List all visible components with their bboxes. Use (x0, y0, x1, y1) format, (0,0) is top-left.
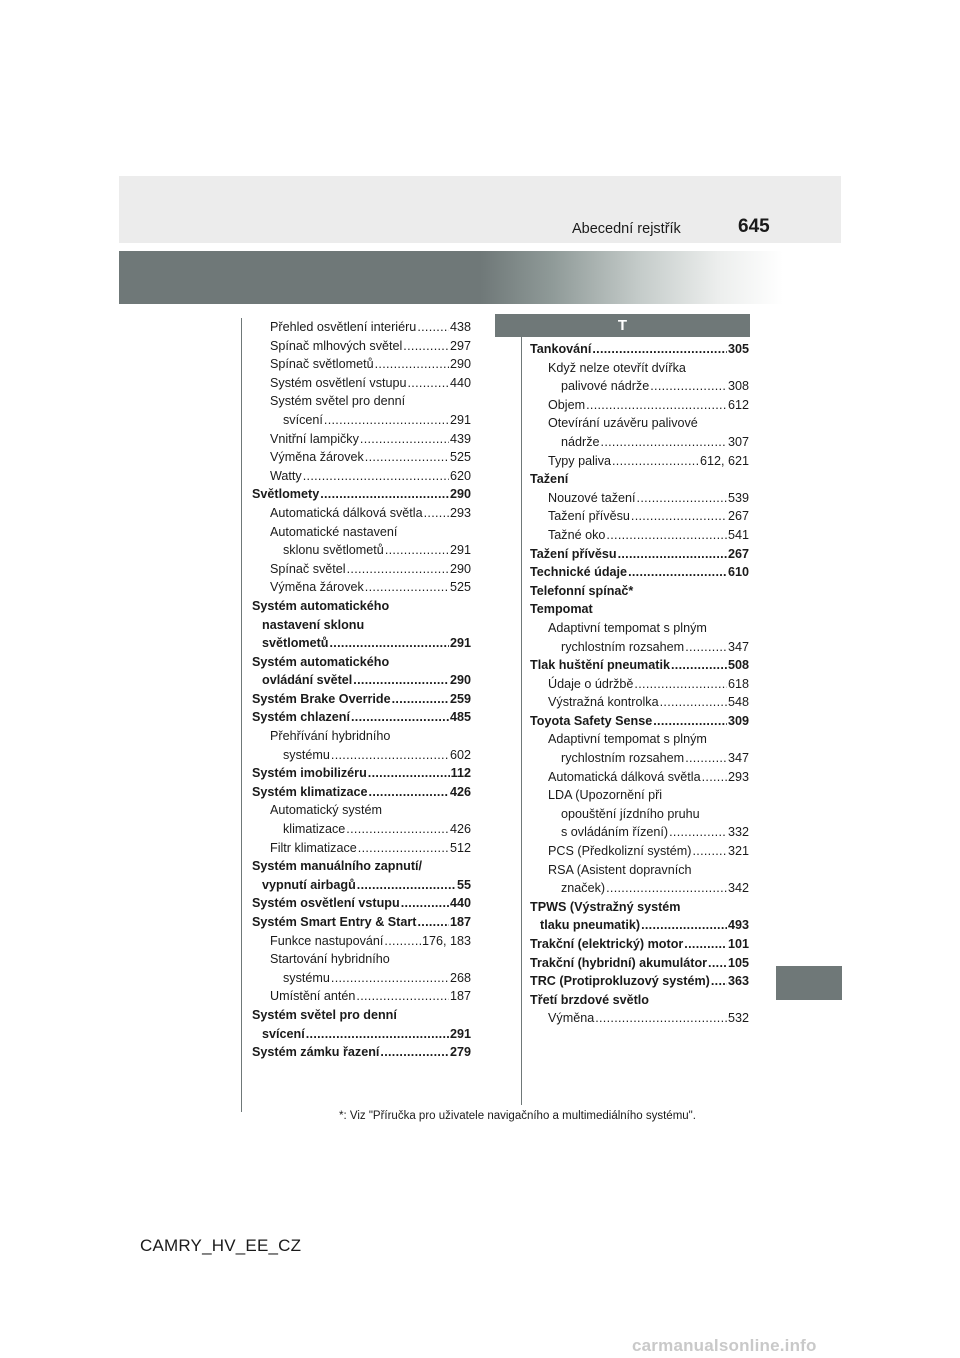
dot-leader (601, 433, 727, 452)
index-entry (252, 950, 471, 969)
index-entry (252, 969, 471, 988)
index-entry-term: Objem (548, 397, 586, 412)
index-entry (252, 392, 471, 411)
index-entry-page[interactable]: 440 (449, 375, 471, 390)
index-entry (530, 954, 749, 973)
index-entry (530, 842, 749, 861)
index-entry-term: Systém světel pro denní (270, 394, 406, 409)
dot-leader (385, 541, 449, 560)
index-entry-page[interactable]: 290 (449, 673, 471, 688)
index-entry-term: rychlostním rozsahem (561, 751, 685, 766)
index-entry-term: Výměna žárovek (270, 580, 364, 595)
dot-leader (384, 932, 421, 951)
index-entry-term: ovládání světel (262, 673, 353, 688)
dot-leader (702, 768, 727, 787)
index-entry-page[interactable]: 512 (449, 840, 471, 855)
index-entry-page[interactable]: 620 (449, 468, 471, 483)
dot-leader (380, 1043, 449, 1062)
index-entry (530, 507, 749, 526)
dot-leader (595, 1009, 727, 1028)
index-entry (252, 1006, 471, 1025)
index-entry-page[interactable]: 525 (449, 580, 471, 595)
index-entry-page[interactable]: 291 (449, 636, 471, 651)
index-entry-term: nastavení sklonu (262, 617, 365, 632)
index-entry-term: Světlomety (252, 487, 320, 502)
index-entry-page[interactable]: 297 (449, 338, 471, 353)
dot-leader (346, 820, 449, 839)
dot-leader (365, 448, 449, 467)
index-entry (252, 318, 471, 337)
index-entry (252, 597, 471, 616)
index-entry (252, 820, 471, 839)
index-entry-term: Tažení přívěsu (548, 509, 630, 524)
dot-leader (369, 783, 449, 802)
dot-leader (637, 489, 727, 508)
index-entry (530, 749, 749, 768)
index-entry (252, 448, 471, 467)
dot-leader (408, 374, 449, 393)
dot-leader (631, 507, 727, 526)
index-entry-term: tlaku pneumatik) (540, 918, 641, 933)
index-entry (530, 675, 749, 694)
footnote: *: Viz "Příručka pro uživatele navigačního a multimediálního systému". (339, 1110, 696, 1122)
index-entry-page[interactable]: 105 (727, 955, 749, 970)
left-column-rule (241, 318, 242, 1112)
index-entry-page[interactable]: 293 (727, 769, 749, 784)
index-entry-page[interactable]: 426 (449, 822, 471, 837)
index-entry-term: klimatizace (283, 822, 346, 837)
index-entry-page[interactable]: 321 (727, 844, 749, 859)
index-entry (530, 377, 749, 396)
index-entry-page[interactable]: 308 (727, 379, 749, 394)
index-entry-term: Výměna žárovek (270, 450, 364, 465)
index-entry-term: Adaptivní tempomat s plným (548, 732, 707, 747)
index-entry-term: Automatické nastavení (270, 524, 398, 539)
index-entry (252, 634, 471, 653)
index-entry (530, 619, 749, 638)
index-entry-term: Systém Smart Entry & Start (252, 915, 417, 929)
document-code: CAMRY_HV_EE_CZ (140, 1236, 302, 1255)
index-entry-page[interactable]: 267 (727, 546, 749, 561)
index-entry-term: Údaje o údržbě (548, 676, 634, 691)
index-entry (530, 414, 749, 433)
index-entry-term: vypnutí airbagů (262, 877, 356, 892)
dot-leader (634, 675, 727, 694)
dot-leader (303, 467, 449, 486)
middle-column-rule (521, 318, 522, 1105)
dot-leader (368, 764, 450, 783)
index-entry (252, 708, 471, 727)
index-entry-term: Automatický systém (270, 803, 382, 818)
dot-leader (628, 563, 727, 582)
index-entry (252, 337, 471, 356)
dot-leader (356, 987, 449, 1006)
index-entry (530, 879, 749, 898)
index-entry-page[interactable]: 268 (449, 970, 471, 985)
index-entry-page[interactable]: 259 (449, 691, 471, 706)
index-entry-page[interactable]: 290 (449, 357, 471, 372)
index-entry (252, 541, 471, 560)
index-entry-term: Startování hybridního (270, 952, 390, 967)
dot-leader (708, 954, 727, 973)
header-gradient-band (119, 251, 841, 304)
dot-leader (669, 823, 727, 842)
dot-leader (618, 545, 727, 564)
index-entry (252, 485, 471, 504)
index-thumb-tab[interactable] (776, 966, 842, 1000)
index-entry (530, 805, 749, 824)
index-entry-term: Tempomat (530, 602, 593, 617)
index-entry (252, 783, 471, 802)
index-entry (530, 1009, 749, 1028)
index-entry (252, 616, 471, 635)
index-entry-term: Watty (270, 468, 302, 483)
index-entry-term: Přehřívání hybridního (270, 729, 391, 744)
index-entry-term: nádrže (561, 434, 600, 449)
index-entry (252, 857, 471, 876)
index-entry-term: Systém chlazení (252, 710, 350, 725)
dot-leader (660, 693, 727, 712)
index-entry-page[interactable]: 508 (727, 658, 749, 673)
dot-leader (606, 879, 727, 898)
index-entry-term: Systém osvětlení vstupu (270, 375, 407, 390)
page-number: 645 (738, 216, 770, 237)
index-entry-term: Typy paliva (548, 453, 611, 468)
index-entry-page[interactable]: 363 (727, 974, 749, 989)
index-entry-term: Technické údaje (530, 565, 628, 580)
index-entry-page[interactable]: 293 (449, 505, 471, 520)
index-entry (530, 935, 749, 954)
dot-leader (650, 377, 727, 396)
dot-leader (331, 746, 449, 765)
index-column-right (530, 340, 749, 1028)
header-bar (119, 176, 841, 243)
index-entry-term: Trakční (elektrický) motor (530, 937, 684, 951)
index-entry-term: Automatická dálková světla (270, 505, 423, 520)
index-entry-term: Funkce nastupování (270, 933, 384, 948)
index-entry (530, 786, 749, 805)
index-entry (530, 433, 749, 452)
dot-leader (353, 671, 449, 690)
index-entry (252, 987, 471, 1006)
index-entry-page[interactable]: 101 (727, 937, 749, 951)
index-entry (252, 523, 471, 542)
index-entry (530, 991, 749, 1010)
index-entry-page[interactable]: 332 (727, 825, 749, 840)
index-entry-term: svícení (283, 412, 323, 427)
index-entry-page[interactable]: 176, 183 (421, 933, 471, 948)
index-entry-term: rychlostním rozsahem (561, 639, 685, 654)
index-entry-term: Třetí brzdové světlo (530, 992, 649, 1007)
index-entry-term: Výstražná kontrolka (548, 695, 659, 710)
index-entry-term: sklonu světlometů (283, 543, 384, 558)
index-entry (530, 972, 749, 991)
index-entry-page[interactable]: 291 (449, 412, 471, 427)
index-entry-page[interactable]: 309 (727, 713, 749, 728)
index-entry-page[interactable]: 493 (727, 918, 749, 933)
index-entry (530, 545, 749, 564)
dot-leader (424, 504, 449, 523)
index-entry-page[interactable]: 279 (449, 1045, 471, 1060)
index-entry-term: Trakční (hybridní) akumulátor (530, 955, 708, 970)
dot-leader (711, 972, 727, 991)
index-entry (252, 801, 471, 820)
index-entry (252, 374, 471, 393)
index-entry-term: Systém imobilizéru (252, 766, 367, 781)
dot-leader (306, 1025, 449, 1044)
index-entry (530, 359, 749, 378)
index-entry (530, 768, 749, 787)
index-entry (530, 396, 749, 415)
index-entry-page[interactable]: 610 (727, 565, 749, 580)
index-entry (530, 916, 749, 935)
index-entry-term: TRC (Protiprokluzový systém) (530, 974, 710, 989)
index-entry (530, 693, 749, 712)
dot-leader (331, 969, 449, 988)
index-entry (252, 746, 471, 765)
index-entry-term: Umístění antén (270, 989, 356, 1004)
index-entry (252, 411, 471, 430)
index-entry-term: značek) (561, 881, 606, 896)
index-entry-page[interactable]: 440 (449, 896, 471, 911)
index-entry (252, 504, 471, 523)
index-entry-term: Přehled osvětlení interiéru (270, 320, 417, 334)
index-entry (530, 582, 749, 601)
index-entry-term: Systém zámku řazení (252, 1045, 380, 1060)
index-entry (530, 730, 749, 749)
index-entry-term: Adaptivní tempomat s plným (548, 620, 707, 635)
index-entry (252, 355, 471, 374)
dot-leader (401, 894, 449, 913)
index-entry-term: Systém Brake Override (252, 691, 391, 706)
index-entry-term: Tlak huštění pneumatik (530, 658, 670, 673)
index-entry (252, 839, 471, 858)
watermark: carmanualsonline.info (632, 1336, 817, 1355)
letter-heading: T (495, 314, 750, 337)
index-entry-term: Systém automatického (252, 654, 390, 669)
index-entry (530, 563, 749, 582)
dot-leader (375, 355, 449, 374)
index-entry-term: Filtr klimatizace (270, 840, 357, 855)
index-entry-term: s ovládáním řízení) (561, 825, 669, 840)
index-entry-term: Výměna (548, 1011, 595, 1026)
index-entry-term: Systém automatického (252, 598, 390, 613)
index-entry (530, 470, 749, 489)
index-entry-term: Systém klimatizace (252, 784, 368, 799)
index-entry-page[interactable]: 541 (727, 527, 749, 542)
index-entry-term: Systém manuálního zapnutí/ (252, 859, 423, 874)
index-entry (530, 340, 749, 359)
index-entry-page[interactable]: 291 (449, 1026, 471, 1041)
index-entry-page[interactable]: 307 (727, 434, 749, 449)
index-entry (530, 638, 749, 657)
index-entry-page[interactable]: 612, 621 (699, 453, 749, 468)
dot-leader (586, 396, 727, 415)
index-entry-term: systému (283, 747, 330, 762)
index-entry-page[interactable]: 618 (727, 676, 749, 691)
index-entry (252, 894, 471, 913)
index-entry-page[interactable]: 342 (727, 881, 749, 896)
index-entry-page[interactable]: 426 (449, 784, 471, 799)
dot-leader (351, 708, 449, 727)
index-entry-term: Systém světel pro denní (252, 1007, 397, 1022)
dot-leader (612, 452, 699, 471)
dot-leader (592, 340, 727, 359)
index-entry-term: světlometů (262, 636, 329, 651)
index-entry (252, 1043, 471, 1062)
dot-leader (641, 916, 727, 935)
index-entry-term: Tažné oko (548, 527, 606, 542)
dot-leader (360, 430, 449, 449)
index-entry (252, 467, 471, 486)
index-entry-page[interactable]: 485 (449, 710, 471, 725)
index-entry-page[interactable]: 525 (449, 450, 471, 465)
index-entry-page[interactable]: 187 (449, 915, 471, 929)
index-entry-page[interactable]: 612 (727, 397, 749, 412)
index-entry (530, 656, 749, 675)
index-entry (252, 671, 471, 690)
index-entry-page[interactable]: 112 (450, 766, 471, 781)
index-entry (530, 861, 749, 880)
index-entry (252, 1025, 471, 1044)
dot-leader (358, 839, 449, 858)
dot-leader (417, 913, 449, 932)
index-entry-term: Tankování (530, 342, 592, 356)
index-entry (530, 452, 749, 471)
index-entry-page[interactable]: 187 (449, 989, 471, 1004)
index-entry (252, 932, 471, 951)
index-entry-page[interactable]: 305 (727, 342, 749, 356)
index-entry-page[interactable]: 290 (449, 487, 471, 502)
dot-leader (347, 560, 449, 579)
index-entry (530, 526, 749, 545)
dot-leader (330, 634, 449, 653)
dot-leader (320, 485, 449, 504)
index-entry-page[interactable]: 539 (727, 490, 749, 505)
index-entry-term: TPWS (Výstražný systém (530, 899, 681, 914)
dot-leader (392, 690, 449, 709)
dot-leader (671, 656, 727, 675)
index-entry (252, 913, 471, 932)
index-entry-term: Toyota Safety Sense (530, 713, 653, 728)
dot-leader (365, 578, 449, 597)
index-entry-term: Tažení přívěsu (530, 546, 617, 561)
index-entry (252, 727, 471, 746)
index-entry (252, 876, 471, 895)
index-entry (530, 823, 749, 842)
index-entry-page[interactable]: 548 (727, 695, 749, 710)
dot-leader (606, 526, 727, 545)
index-entry (530, 600, 749, 619)
index-entry-term: Spínač světlometů (270, 357, 374, 372)
dot-leader (324, 411, 449, 430)
dot-leader (403, 337, 449, 356)
index-entry (252, 764, 471, 783)
index-entry-page[interactable]: 267 (727, 509, 749, 524)
dot-leader (685, 749, 727, 768)
index-entry (252, 653, 471, 672)
index-entry-term: Nouzové tažení (548, 490, 636, 505)
index-entry-page[interactable]: 438 (449, 320, 471, 334)
index-entry-term: Spínač světel (270, 561, 346, 576)
index-entry-term: PCS (Předkolizní systém) (548, 844, 692, 859)
index-entry-term: Automatická dálková světla (548, 769, 701, 784)
index-entry-term: RSA (Asistent dopravních (548, 862, 692, 877)
index-entry-page[interactable]: 290 (449, 561, 471, 576)
dot-leader (684, 935, 727, 954)
index-entry (252, 430, 471, 449)
dot-leader (685, 638, 727, 657)
index-entry (530, 898, 749, 917)
dot-leader (417, 318, 449, 337)
dot-leader (357, 876, 456, 895)
index-entry-term: Telefonní spínač* (530, 583, 634, 598)
index-entry-page[interactable]: 532 (727, 1011, 749, 1026)
index-entry-term: Spínač mlhových světel (270, 338, 403, 353)
index-column-left (252, 318, 471, 1062)
index-entry-page[interactable]: 347 (727, 639, 749, 654)
index-entry-term: svícení (262, 1026, 305, 1041)
index-entry-page[interactable]: 55 (456, 877, 471, 892)
index-entry (252, 578, 471, 597)
index-entry (252, 560, 471, 579)
index-entry-page[interactable]: 602 (449, 747, 471, 762)
section-title: Abecední rejstřík (572, 221, 681, 237)
index-entry (530, 489, 749, 508)
index-entry (252, 690, 471, 709)
index-entry-page[interactable]: 291 (449, 543, 471, 558)
index-entry-term: palivové nádrže (561, 379, 650, 394)
dot-leader (653, 712, 727, 731)
index-entry-term: Když nelze otevřít dvířka (548, 360, 686, 375)
index-entry-term: systému (283, 970, 330, 985)
index-entry-term: Otevírání uzávěru palivové (548, 416, 698, 431)
index-entry-page[interactable]: 347 (727, 751, 749, 766)
index-entry-term: Tažení (530, 472, 569, 487)
dot-leader (692, 842, 727, 861)
index-entry (530, 712, 749, 731)
index-entry-term: LDA (Upozornění při (548, 788, 663, 803)
index-entry-term: Vnitřní lampičky (270, 431, 359, 446)
index-entry-term: opouštění jízdního pruhu (561, 806, 700, 821)
index-entry-term: Systém osvětlení vstupu (252, 896, 400, 911)
index-entry-page[interactable]: 439 (449, 431, 471, 446)
